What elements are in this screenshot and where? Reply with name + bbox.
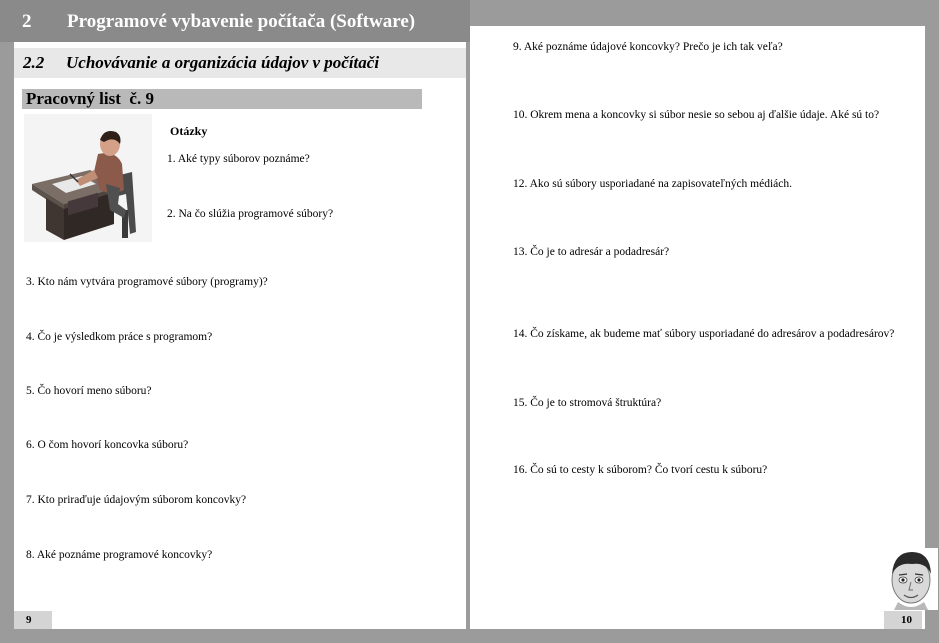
section-number: 2.2: [23, 53, 45, 72]
student-writing-at-desk-icon: [24, 114, 152, 242]
chapter-number: 2: [22, 11, 32, 32]
section-header: [14, 48, 466, 78]
left-page-number: 9: [26, 614, 32, 626]
worksheet-header: [22, 89, 422, 109]
question-2: 2. Na čo slúžia programové súbory?: [167, 208, 334, 220]
chapter-title: Programové vybavenie počítača (Software): [67, 11, 416, 32]
question-7: 7. Kto priraďuje údajovým súborom koncovky?: [26, 494, 247, 506]
question-14: 14. Čo získame, ak budeme mať súbory usporiadané do adresárov a podadresárov?: [513, 328, 895, 340]
right-page: [470, 26, 925, 629]
questions-heading: Otázky: [170, 124, 208, 138]
question-3: 3. Kto nám vytvára programové súbory (programy)?: [26, 276, 268, 288]
question-1: 1. Aké typy súborov poznáme?: [167, 153, 310, 165]
section-title: Uchovávanie a organizácia údajov v počítači: [66, 53, 380, 72]
left-page: [14, 42, 466, 629]
question-5: 5. Čo hovorí meno súboru?: [26, 385, 152, 397]
question-9: 9. Aké poznáme údajové koncovky? Prečo je ich tak veľa?: [513, 41, 783, 53]
chapter-header: [0, 0, 470, 42]
right-page-number-box: [884, 611, 922, 629]
question-15: 15. Čo je to stromová štruktúra?: [513, 397, 662, 409]
question-12: 12. Ako sú súbory usporiadané na zapisovateľných médiách.: [513, 178, 793, 190]
question-16: 16. Čo sú to cesty k súborom? Čo tvorí cestu k súboru?: [513, 464, 768, 476]
question-4: 4. Čo je výsledkom práce s programom?: [26, 331, 213, 343]
question-6: 6. O čom hovorí koncovka súboru?: [26, 439, 189, 451]
right-page-number: 10: [901, 614, 912, 626]
boy-face-mascot-icon: [884, 548, 938, 610]
question-13: 13. Čo je to adresár a podadresár?: [513, 246, 670, 258]
question-10: 10. Okrem mena a koncovky si súbor nesie so sebou aj ďalšie údaje. Aké sú to?: [513, 109, 880, 121]
worksheet-title: Pracovný list č. 9: [26, 89, 154, 108]
left-page-number-box: [14, 611, 52, 629]
question-8: 8. Aké poznáme programové koncovky?: [26, 549, 213, 561]
